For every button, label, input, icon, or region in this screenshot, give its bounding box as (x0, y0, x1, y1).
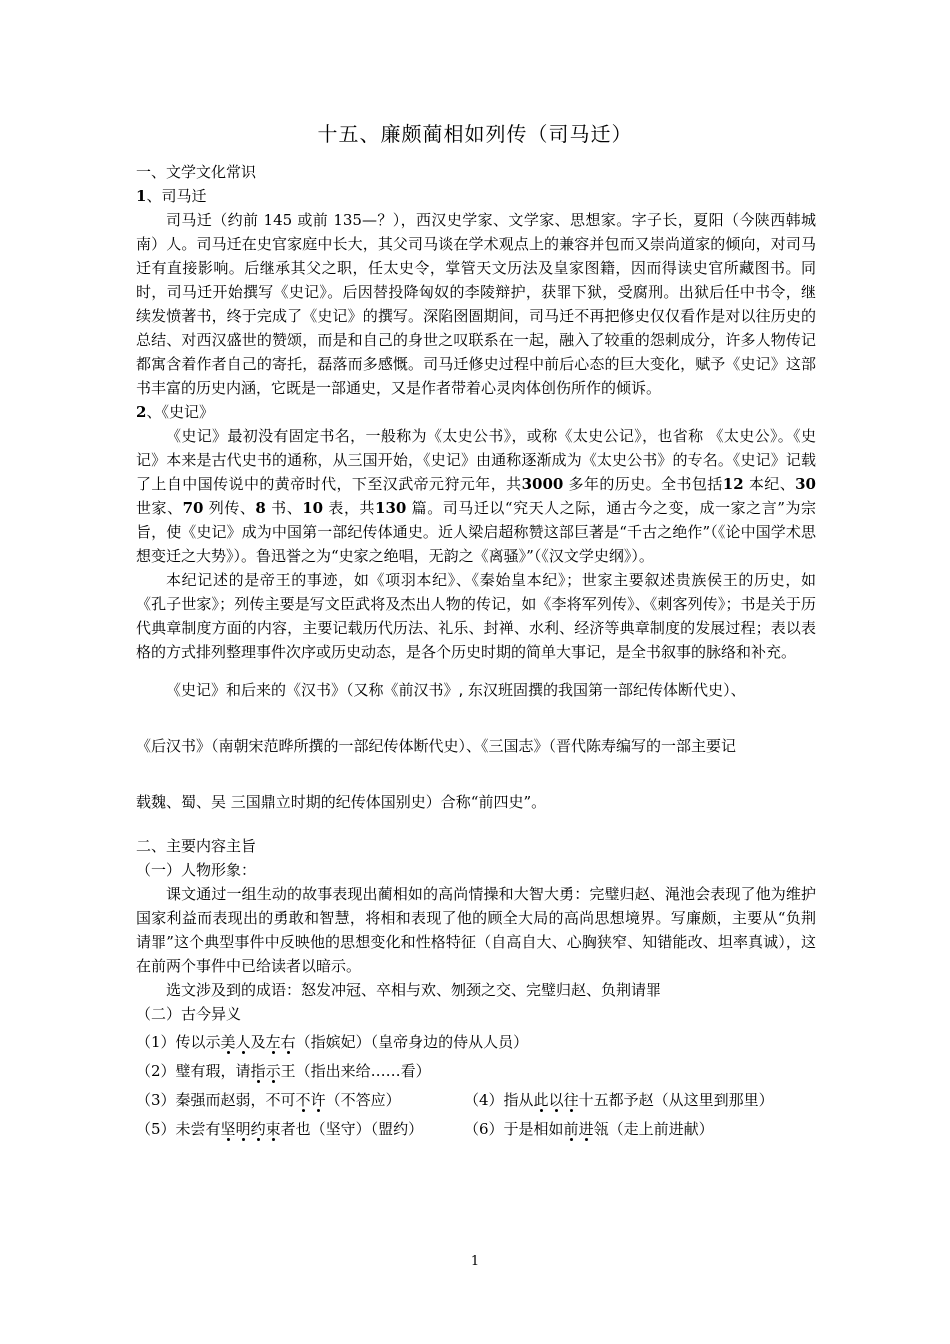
bold-number: 130 (375, 499, 407, 517)
emphasis-char: 此 (533, 1091, 549, 1109)
subheading-ancient-modern: （二）古今异义 (136, 1005, 242, 1023)
paragraph-sima-qian-bio: 司马迁（约前 145 或前 135—？），西汉史学家、文学家、思想家。字子长，夏阳（今陕西韩城南）人。司马迁在史官家庭中长大，其父司马谈在学术观点上的兼容并包而又崇尚道家的倾向，对司马迁有直接影响。后继承其父之职，任太史令，掌管天文历法及皇家图籍，因而得读史官所藏图书。同时，司马迁开始撰写《史记》。后因替投降匈奴的李陵辩护，获罪下狱，受腐刑。出狱后任中书令，继续发愤著书，终于完成了《史记》的撰写。深陷囹圄期间，司马迁不再把修史仅仅看作是对以往历史的总结、对西汉盛世的赞颂，而是和自己的身世之叹联系在一起，融入了较重的怨刺成分，许多人物传记都寓含着作者自己的寄托，磊落而多感慨。司马迁修史过程中前后心态的巨大变化，赋予《史记》这部书丰富的历史内涵，它既是一部通史，又是作者带着心灵肉体创伤所作的倾诉。 (136, 211, 816, 397)
paragraph-idioms: 选文涉及到的成语：怒发冲冠、卒相与欢、刎颈之交、完璧归赵、负荆请罪 (166, 981, 662, 999)
bold-number: 12 (722, 475, 744, 493)
text-run: ）合称“前四史”。 (425, 793, 547, 811)
page-number: 1 (470, 1254, 480, 1269)
emphasis-char: 不 (295, 1091, 311, 1109)
example-item-6 (464, 1117, 714, 1141)
paragraph-shiji-intro (136, 424, 816, 568)
sans-text-run: 载魏、蜀、吴 三国鼎立时期的纪传体国别史 (136, 793, 426, 811)
emphasis-char: 左 (265, 1033, 281, 1051)
emphasis-char: 明 (235, 1120, 251, 1138)
text-run: 篇。司马迁以“究天人之际，通古今之变，成一家之言”为宗旨，使《史记》成为中国第一部纪传体通史。近人梁启超称赞这部巨著是“千古之绝作”（《论中国学术思想变迁之大势》）。鲁迅誉之为“史家之绝唱，无韵之《离骚》”（《汉文学史纲》）。 (136, 499, 816, 565)
text-run: 多年的历史。全书包括 (563, 475, 723, 493)
emphasis-char: 右 (280, 1033, 296, 1051)
bold-number: 10 (302, 499, 324, 517)
text-run: 本纪、 (743, 475, 796, 493)
emphasis-char: 示 (265, 1062, 281, 1080)
subheading-shiji (136, 400, 816, 424)
emphasis-char: 进 (578, 1120, 594, 1138)
sans-text-run: 南朝宋范晔所撰的一部纪传体断代史 (218, 737, 459, 755)
text-run: 《史记》和后来的《汉书》（ (166, 681, 354, 699)
text-run: 世家、 (136, 499, 183, 517)
example-item-4 (464, 1088, 774, 1112)
text-run: （4）指从 (464, 1091, 534, 1109)
emphasis-char: 以 (548, 1091, 564, 1109)
text-run: 王（指出来给……看） (280, 1062, 431, 1080)
text-run: ）、《三国志》（ (458, 737, 557, 755)
bold-number: 8 (255, 499, 266, 517)
subheading-sima-qian (136, 184, 816, 208)
emphasis-char: 束 (265, 1120, 281, 1138)
subheading-number: 1 (136, 187, 147, 205)
bold-number: 3000 (521, 475, 564, 493)
page-title: 十五、廉颇蔺相如列传（司马迁） (317, 122, 633, 146)
emphasis-char: 许 (310, 1091, 326, 1109)
bold-number: 30 (795, 475, 816, 493)
emphasis-char: 约 (250, 1120, 266, 1138)
text-run: （1）传以示 (136, 1033, 221, 1051)
emphasis-char: 前 (563, 1120, 579, 1138)
emphasis-char: 往 (563, 1091, 579, 1109)
emphasis-char: 指 (250, 1062, 266, 1080)
text-run: （不答应） (325, 1091, 401, 1109)
four-histories-line-1 (136, 678, 816, 702)
text-run: （5）未尝有 (136, 1120, 221, 1138)
subheading-number: 2 (136, 403, 147, 421)
text-run: 表，共 (323, 499, 376, 517)
text-run: ）、 (723, 681, 746, 699)
section-heading-1: 一、文学文化常识 (136, 163, 257, 181)
subheading-label: 、《史记》 (146, 403, 214, 421)
four-histories-line-3 (136, 790, 816, 814)
text-run: 列传、 (203, 499, 256, 517)
emphasis-char: 美 (220, 1033, 236, 1051)
text-run: （指嫔妃）（皇帝身边的侍从人员） (295, 1033, 529, 1051)
text-run: 《史记》最初没有固定书名，一般称为《太史公书》，或称《太史公记》，也省称 《太史公》。《史记》本来是古代史书的通称，从三国开始，《史记》由通称逐渐成为《太史公书》的专名。《史记》记载了上自中国传说中的黄帝时代，下至汉武帝元狩元年，共 (136, 427, 816, 493)
example-item-2 (136, 1059, 816, 1083)
example-item-3 (136, 1088, 464, 1112)
emphasis-char: 坚 (220, 1120, 236, 1138)
paragraph-character-analysis: 课文通过一组生动的故事表现出蔺相如的高尚情操和大智大勇：完璧归赵、渑池会表现了他为维护国家利益而表现出的勇敢和智慧，将相和表现了他的顾全大局的高尚思想境界。写廉颇，主要从“负荆请罪”这个典型事件中反映他的思想变化和性格特征（自高自大、心胸狭窄、知错能改、坦率真诚），这在前两个事件中已给读者以暗示。 (136, 885, 816, 975)
text-run: 瓴（走上前进献） (593, 1120, 714, 1138)
text-run: 十五都予赵（从这里到那里） (578, 1091, 774, 1109)
paragraph-shiji-structure: 本纪记述的是帝王的事迹，如《项羽本纪》、《秦始皇本纪》；世家主要叙述贵族侯王的历史，如《孔子世家》；列传主要是写文臣武将及杰出人物的传记，如《李将军列传》、《刺客列传》；书是关于历代典章制度方面的内容，主要记载历代历法、礼乐、封禅、水利、经济等典章制度的发展过程；表以表格的方式排列整理事件次序或历史动态，是各个历史时期的简单大事记，是全书叙事的脉络和补充。 (136, 571, 816, 661)
example-row-5-6 (136, 1117, 816, 1141)
text-run: 者也（坚守）（盟约） (280, 1120, 424, 1138)
content-body (136, 160, 816, 1141)
text-run: 及 (250, 1033, 266, 1051)
section-heading-2: 二、主要内容主旨 (136, 837, 257, 855)
emphasis-char: 人 (235, 1033, 251, 1051)
sans-text-run: 又称《前汉书》, 东汉班固撰的我国第一部纪传体断代史 (353, 681, 724, 699)
example-row-3-4 (136, 1088, 816, 1112)
subheading-label: 、司马迁 (146, 187, 207, 205)
example-item-1 (136, 1030, 816, 1054)
text-run: （2）璧有瑕，请 (136, 1062, 251, 1080)
sans-text-run: 晋代陈寿编写的一部主要记 (556, 737, 737, 755)
text-run: 《后汉书》（ (136, 737, 219, 755)
subheading-character: （一）人物形象： (136, 861, 257, 879)
bold-number: 70 (182, 499, 204, 517)
text-run: 书、 (265, 499, 303, 517)
four-histories-line-2 (136, 734, 816, 758)
text-run: （6）于是相如 (464, 1120, 564, 1138)
text-run: （3）秦强而赵弱，不可 (136, 1091, 296, 1109)
example-item-5 (136, 1117, 464, 1141)
